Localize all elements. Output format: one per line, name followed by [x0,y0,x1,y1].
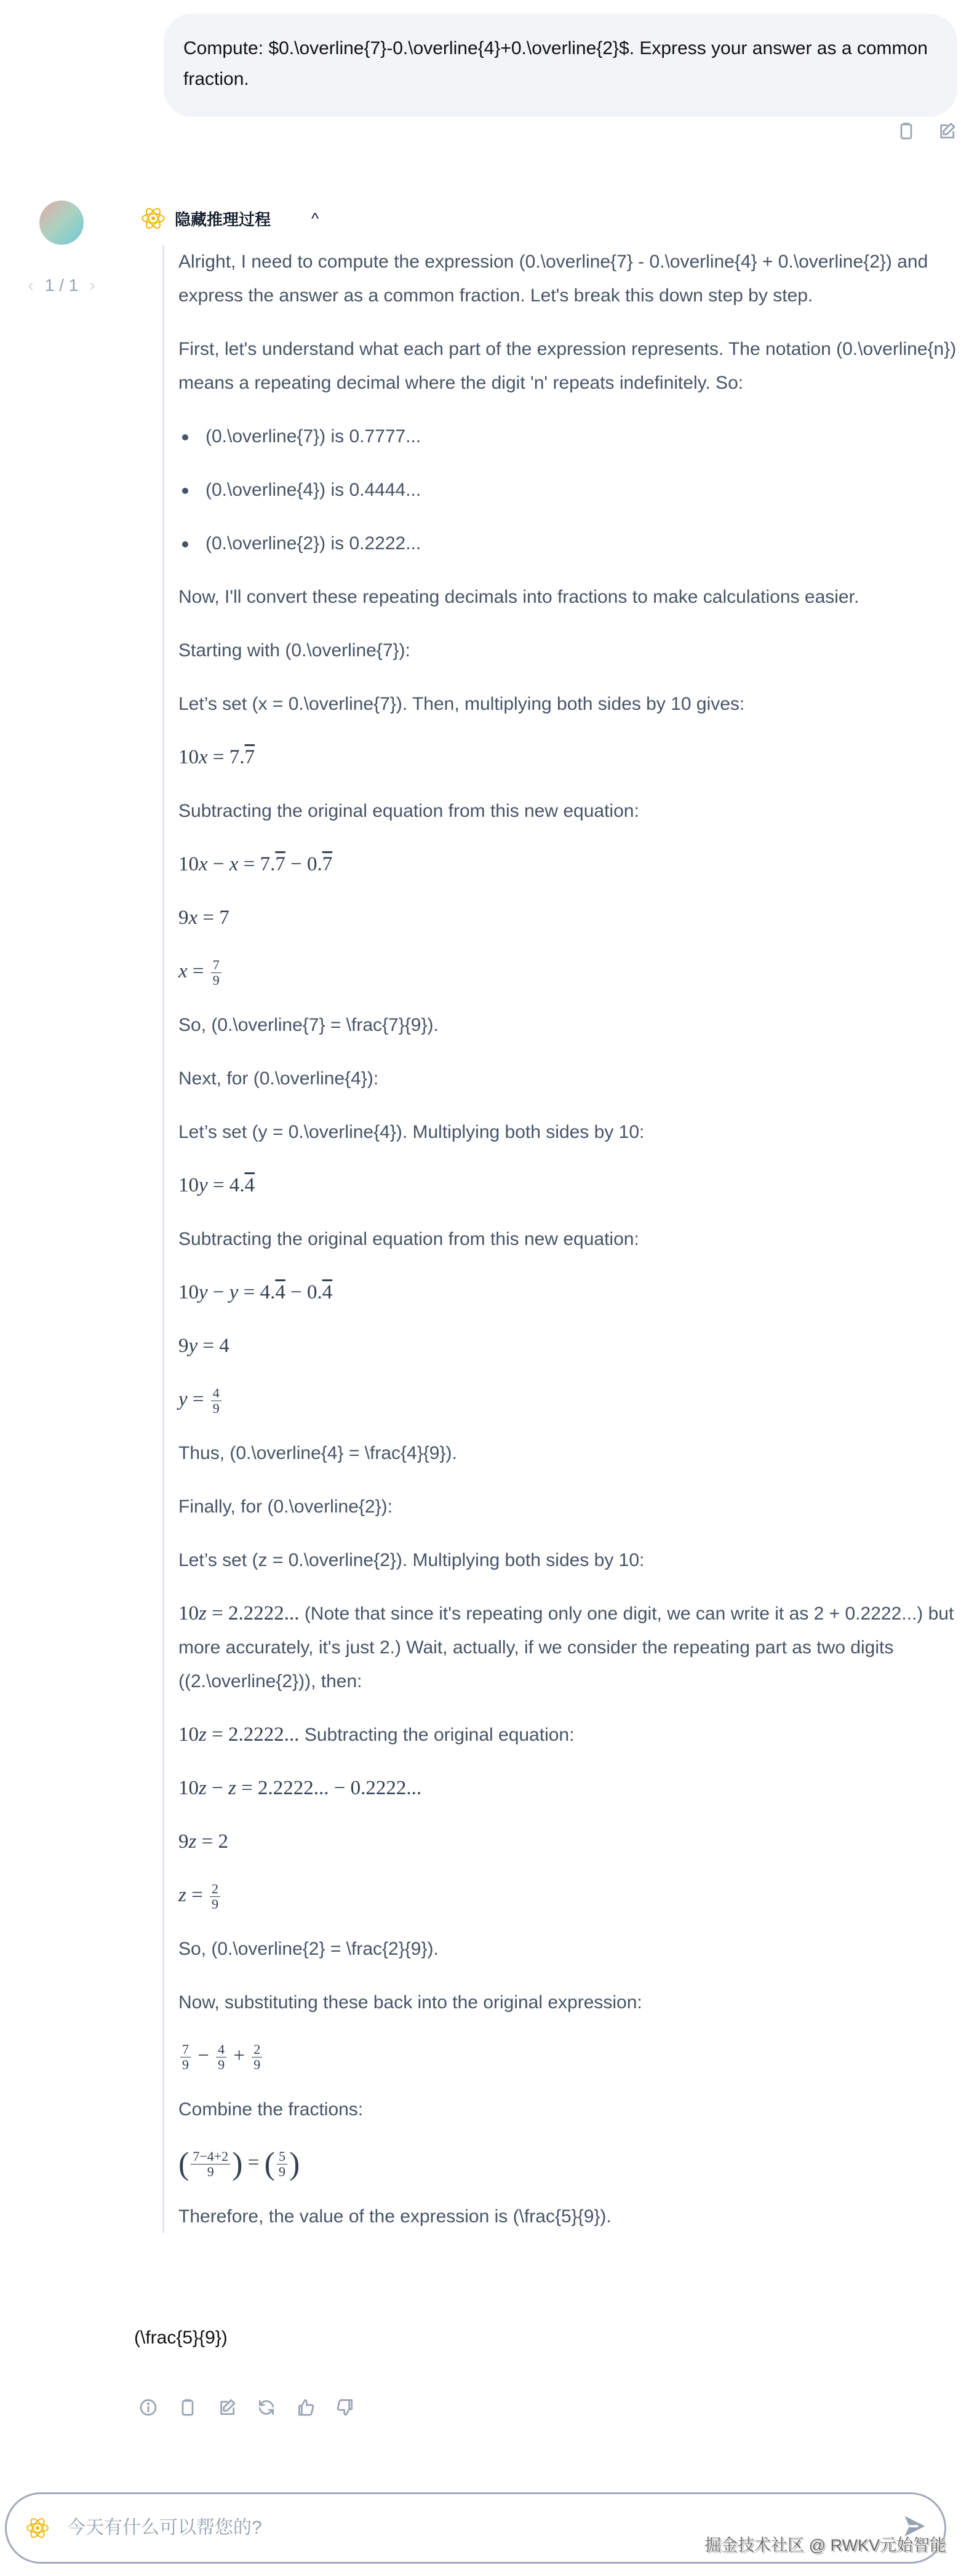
decimal-list [178,419,960,560]
equation-y-frac: y = $\frac{4}{9}$ [178,1383,960,1417]
equation-10x: 10x = 7.7 [178,746,255,768]
list-item: (0.\overline{7}) is 0.7777... [178,419,960,453]
user-message [164,14,957,117]
reasoning-paragraph: So, (0.\overline{7} = \frac{7}{9}). [178,1015,439,1035]
final-answer: (\frac{5}{9}) [134,2328,228,2348]
list-item: (0.\overline{2}) is 0.2222... [178,527,960,560]
list-item: (0.\overline{4}) is 0.4444... [178,473,960,507]
thumbs-up-button[interactable] [295,2397,316,2418]
reasoning-paragraph: Now, I'll convert these repeating decimals into fractions to make calculations easier. [178,587,859,607]
user-message-bubble: Compute: $0.\overline{7}-0.\overline{4}+0.\overline{2}$. Express your answer as a common fraction. [164,14,957,117]
reasoning-paragraph: Thus, (0.\overline{4} = \frac{4}{9}). [178,1443,457,1463]
reasoning-paragraph: Let’s set (z = 0.\overline{2}). Multiplying both sides by 10: [178,1550,645,1570]
equation-z-frac: z = $\frac{2}{9}$ [178,1878,960,1912]
reasoning-paragraph: Subtracting the original equation from this new equation: [178,1229,639,1249]
info-button[interactable] [138,2397,159,2418]
toggle-reasoning-label: 隐藏推理过程 [175,210,271,229]
thumbs-down-button[interactable] [335,2397,356,2418]
reasoning-paragraph: Next, for (0.\overline{4}): [178,1068,379,1089]
reasoning-paragraph: So, (0.\overline{2} = \frac{2}{9}). [178,1939,439,1959]
equation-10x-minus-x: 10x − x = 7.7 − 0.7 [178,853,333,875]
reasoning-paragraph: Finally, for (0.\overline{2}): [178,1497,393,1517]
edit-button[interactable] [217,2397,237,2418]
thumbs-down-icon [335,2398,355,2417]
equation-substituted: $\frac{7}{9}$ − $\frac{4}{9}$ + $\frac{2}{9}$ [178,2039,960,2073]
refresh-icon [257,2398,276,2417]
reasoning-paragraph: Subtracting the original equation from this new equation: [178,801,639,821]
pager-label: 1 / 1 [44,276,79,295]
response-pager [18,276,105,295]
atom-icon [25,2516,50,2540]
reasoning-paragraph: Therefore, the value of the expression is (\frac{5}{9}). [178,2206,612,2227]
edit-icon [217,2398,237,2417]
chevron-up-icon: ^ [311,209,319,228]
assistant-message-actions [138,2397,356,2418]
regenerate-button[interactable] [256,2397,277,2418]
reasoning-paragraph-with-math: 10z = 2.2222... Subtracting the original equation: [178,1723,575,1746]
reasoning-paragraph: First, let's understand what each part of the expression represents. The notation (0.\overline{n}) means a repeating decimal where the digit 'n' repeats indefinitely. So: [178,339,957,393]
reasoning-content [162,245,960,2233]
reasoning-paragraph: Alright, I need to compute the expression (0.\overline{7} - 0.\overline{4} + 0.\overline{2}) and express the answer as a common fraction. Let's break this down step by step. [178,252,928,306]
equation-10z-minus-z: 10z − z = 2.2222... − 0.2222... [178,1777,422,1799]
atom-icon [140,205,166,231]
reasoning-paragraph: Let’s set (y = 0.\overline{4}). Multiplying both sides by 10: [178,1122,645,1142]
equation-x-frac: x = $\frac{7}{9}$ [178,955,960,988]
reasoning-paragraph: Starting with (0.\overline{7}): [178,640,410,661]
toggle-reasoning-button[interactable] [140,205,319,231]
edit-icon [937,121,957,141]
next-response-button[interactable]: › [89,276,95,295]
equation-10y-minus-y: 10y − y = 4.4 − 0.4 [178,1281,333,1303]
reasoning-paragraph: Let’s set (x = 0.\overline{7}). Then, multiplying both sides by 10 gives: [178,694,745,714]
equation-10y: 10y = 4.4 [178,1174,255,1196]
watermark: 掘金技术社区 @ RWKV元始智能 [704,2536,946,2554]
clipboard-icon [178,2398,197,2417]
clipboard-icon [896,121,916,141]
reasoning-paragraph: Combine the fractions: [178,2099,364,2120]
thumbs-up-icon [296,2398,316,2417]
edit-button[interactable] [936,121,957,141]
equation-9x: 9x = 7 [178,907,229,929]
copy-button[interactable] [177,2397,198,2418]
copy-button[interactable] [896,121,917,141]
prev-response-button[interactable]: ‹ [28,276,34,295]
reasoning-paragraph: Now, substituting these back into the original expression: [178,1992,642,2013]
assistant-avatar [39,201,84,245]
equation-9y: 9y = 4 [178,1335,229,1357]
info-icon [138,2398,158,2417]
equation-combined: ( $\frac{7-4+2}{9}$ ) = ( $\frac{5}{9}$ ) [178,2146,300,2182]
equation-9z: 9z = 2 [178,1831,228,1853]
user-message-actions [896,121,957,141]
reasoning-paragraph-with-math: 10z = 2.2222... (Note that since it's repeating only one digit, we can write it as 2 + 0.2222...) but more accurately, it's just 2.) Wait, actually, if we consider the repeating part as two digits ((2.\overline{2})), then: [178,1602,954,1691]
